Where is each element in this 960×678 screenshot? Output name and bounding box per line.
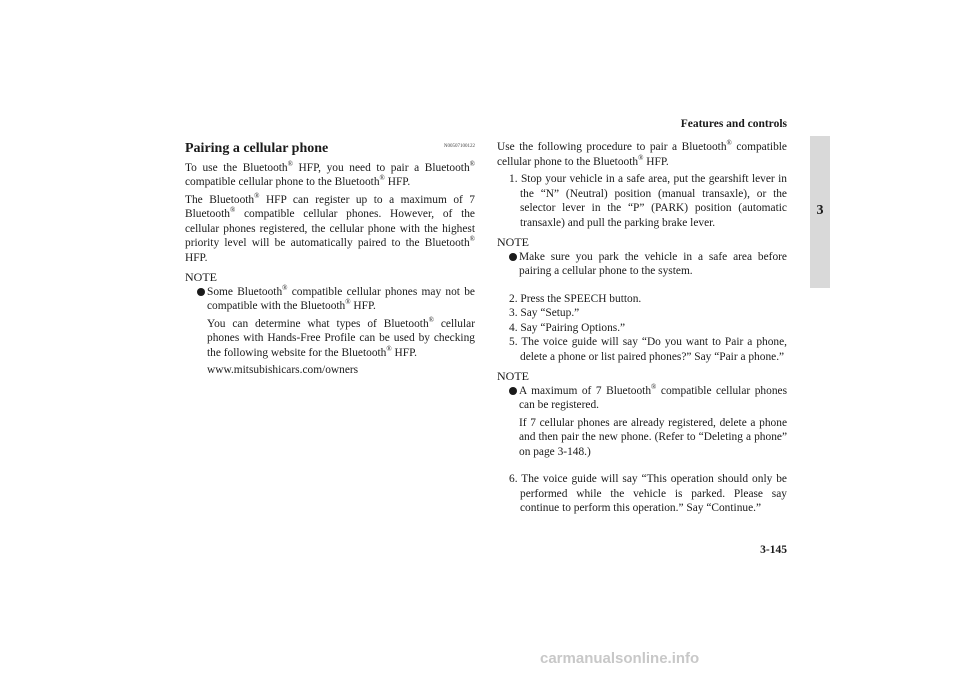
section-title: Pairing a cellular phone [185, 141, 329, 156]
website-url: www.mitsubishicars.com/owners [207, 364, 359, 376]
step-2: 2. Press the SPEECH button. [509, 292, 642, 305]
note-text: You can determine what types of Bluetooth® cellular phones with Hands-Free Profile can be used by checking the following website for the Bluetooth® HFP. [207, 315, 476, 359]
step-5: 5. The voice guide will say “Do you want to Pair a phone, delete a phone or list paired phones?” Say “Pair a phone.” [509, 336, 787, 363]
note-label: NOTE [497, 369, 529, 383]
note-bullet: Make sure you park the vehicle in a safe area before pairing a cellular phone to the system. [497, 250, 787, 279]
note-text: If 7 cellular phones are already registered, delete a phone and then pair the new phone. (Refer to “Deleting a phone” on page 3-148.) [519, 416, 787, 458]
note-label: NOTE [185, 270, 217, 284]
step-6: 6. The voice guide will say “This operation should only be performed while the vehicle is parked. Please say continue to perform this operation.” Say “Continue.” [509, 473, 787, 514]
capacity-paragraph: The Bluetooth® HFP can register up to a maximum of 7 Bluetooth® compatible cellular phones. However, of the cellular phones registered, the cellular phone with the highest priority level will be automatically paired to the Bluetooth® HFP. [185, 191, 475, 264]
chapter-tab-number: 3 [816, 203, 824, 218]
section-code: N00507100122 [443, 144, 475, 149]
running-header: Features and controls [680, 118, 787, 130]
intro-paragraph: To use the Bluetooth® HFP, you need to pair a Bluetooth® compatible cellular phone to the Bluetooth® HFP. [185, 159, 475, 188]
step-4: 4. Say “Pairing Options.” [509, 321, 626, 334]
page-number: 3-145 [760, 544, 787, 556]
step-1: 1. Stop your vehicle in a safe area, put the gearshift lever in the “N” (Neutral) position (manual transaxle), or the selector lever in the “P” (PARK) position (automatic transaxle) and pull the parking brake lever. [509, 173, 787, 229]
left-column [185, 140, 475, 381]
note-bullet: Some Bluetooth® compatible cellular phones may not be compatible with the Bluetooth® HFP. [185, 285, 475, 314]
note-label: NOTE [497, 235, 529, 249]
procedure-intro: Use the following procedure to pair a Bluetooth® compatible cellular phone to the Bluetooth® HFP. [497, 139, 787, 168]
watermark: carmanualsonline.info [540, 650, 700, 667]
step-3: 3. Say “Setup.” [509, 307, 580, 319]
note-bullet: A maximum of 7 Bluetooth® compatible cellular phones can be registered. [497, 384, 787, 413]
section-title-row [185, 140, 475, 157]
right-column [497, 140, 787, 516]
